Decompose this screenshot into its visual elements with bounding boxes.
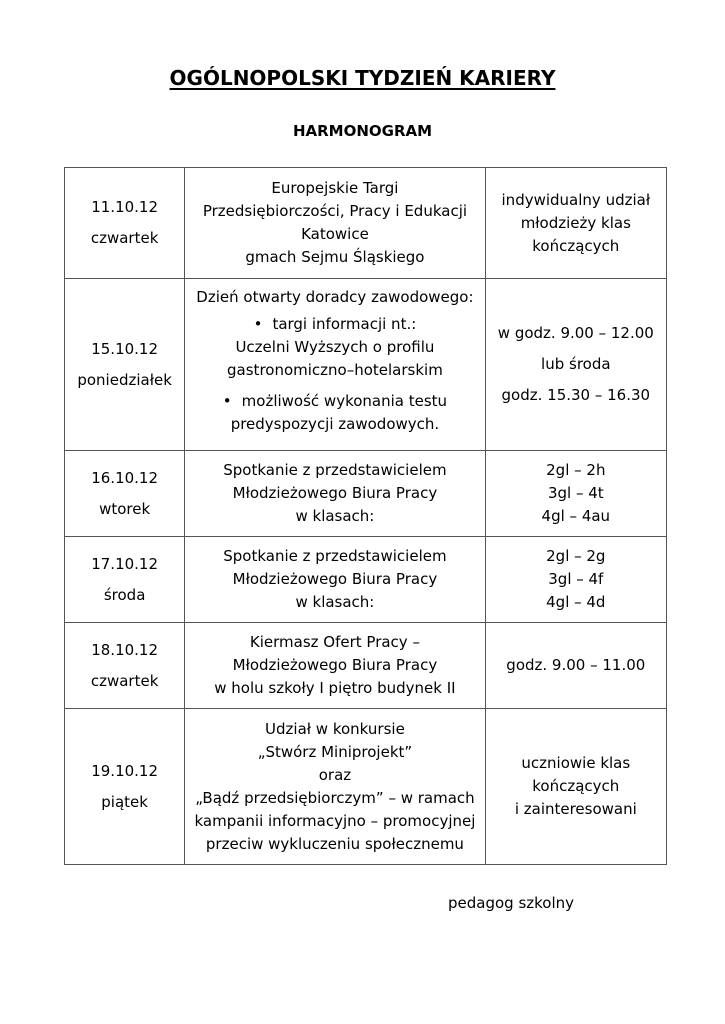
event-cell	[185, 709, 485, 865]
schedule-table	[64, 167, 667, 865]
event-line: gmach Sejmu Śląskiego	[245, 248, 425, 266]
details-line: 4gl – 4au	[541, 507, 611, 525]
date-cell	[65, 279, 185, 451]
details-cell	[485, 451, 666, 537]
event-line: „Bądź przedsiębiorczym” – w ramach	[195, 788, 475, 807]
table-row	[65, 451, 667, 537]
details-cell	[485, 537, 666, 623]
details-line: 2gl – 2h	[546, 461, 606, 479]
event-cell	[185, 279, 485, 451]
event-line: Przedsiębiorczości, Pracy i Edukacji	[202, 202, 468, 220]
details-line: 3gl – 4f	[548, 570, 604, 588]
date: 16.10.12	[91, 468, 159, 487]
details-line: godz. 15.30 – 16.30	[501, 386, 651, 404]
schedule-subtitle: HARMONOGRAM	[292, 122, 433, 140]
details-cell	[485, 623, 666, 709]
details-cell	[485, 709, 666, 865]
event-line: Młodzieżowego Biura Pracy	[232, 656, 438, 674]
event-line: Spotkanie z przedstawicielem	[223, 461, 447, 479]
event-line: w klasach:	[295, 593, 375, 611]
weekday: czwartek	[90, 671, 159, 690]
table-row	[65, 623, 667, 709]
weekday: piątek	[101, 792, 148, 811]
event-cell	[185, 168, 485, 279]
details-line: lub środa	[541, 355, 611, 373]
event-line: kampanii informacyjno – promocyjnej	[194, 811, 476, 830]
details-cell	[485, 168, 666, 279]
details-cell	[485, 279, 666, 451]
event-line: w holu szkoły I piętro budynek II	[214, 679, 456, 697]
table-row	[65, 537, 667, 623]
event-bullet-list	[189, 313, 480, 436]
date-cell	[65, 451, 185, 537]
weekday: środa	[103, 585, 146, 604]
list-item: • możliwość wykonania testu predyspozycji zawodowych.	[189, 390, 480, 436]
event-line: Spotkanie z przedstawicielem	[223, 547, 447, 565]
details-line: 3gl – 4t	[547, 484, 604, 502]
table-row	[65, 279, 667, 451]
details-line: indywidualny udział	[501, 190, 651, 209]
details-line: kończących	[532, 777, 620, 795]
details-line: kończących	[532, 236, 620, 255]
event-line: Udział w konkursie	[265, 719, 405, 738]
details-line: w godz. 9.00 – 12.00	[497, 324, 654, 342]
event-line: oraz	[318, 765, 352, 784]
date: 17.10.12	[91, 554, 159, 573]
event-cell	[185, 537, 485, 623]
event-cell	[185, 451, 485, 537]
event-line: „Stwórz Miniprojekt”	[257, 742, 413, 761]
event-cell	[185, 623, 485, 709]
details-line: i zainteresowani	[514, 800, 637, 818]
date-cell	[65, 168, 185, 279]
date: 18.10.12	[91, 640, 159, 659]
event-intro: Dzień otwarty doradcy zawodowego:	[196, 287, 474, 306]
weekday: czwartek	[90, 229, 159, 247]
details-line: 4gl – 4d	[546, 593, 606, 611]
event-line: Katowice	[301, 225, 369, 243]
event-line: przeciw wykluczeniu społecznemu	[205, 834, 464, 853]
date-cell	[65, 537, 185, 623]
page-title: OGÓLNOPOLSKI TYDZIEŃ KARIERY	[169, 66, 556, 90]
event-line: Kiermasz Ofert Pracy –	[249, 633, 420, 651]
event-line: w klasach:	[295, 507, 375, 525]
event-line: Młodzieżowego Biura Pracy	[232, 570, 438, 588]
date: 11.10.12	[91, 198, 159, 216]
details-line: uczniowie klas	[521, 754, 631, 772]
date: 15.10.12	[91, 339, 159, 358]
event-line: Europejskie Targi	[271, 179, 399, 197]
details-line: młodzieży klas	[520, 213, 631, 232]
event-line: Młodzieżowego Biura Pracy	[232, 484, 438, 502]
date: 19.10.12	[91, 761, 159, 780]
date-cell	[65, 623, 185, 709]
table-row	[65, 709, 667, 865]
signature: pedagog szkolny	[448, 894, 575, 912]
details-line: 2gl – 2g	[546, 547, 606, 565]
weekday: wtorek	[99, 499, 151, 518]
weekday: poniedziałek	[77, 370, 172, 389]
details-line: godz. 9.00 – 11.00	[506, 656, 646, 674]
list-item: • targi informacji nt.: Uczelni Wyższych o profilu gastronomiczno–hotelarskim	[189, 313, 480, 382]
table-row	[65, 168, 667, 279]
date-cell	[65, 709, 185, 865]
